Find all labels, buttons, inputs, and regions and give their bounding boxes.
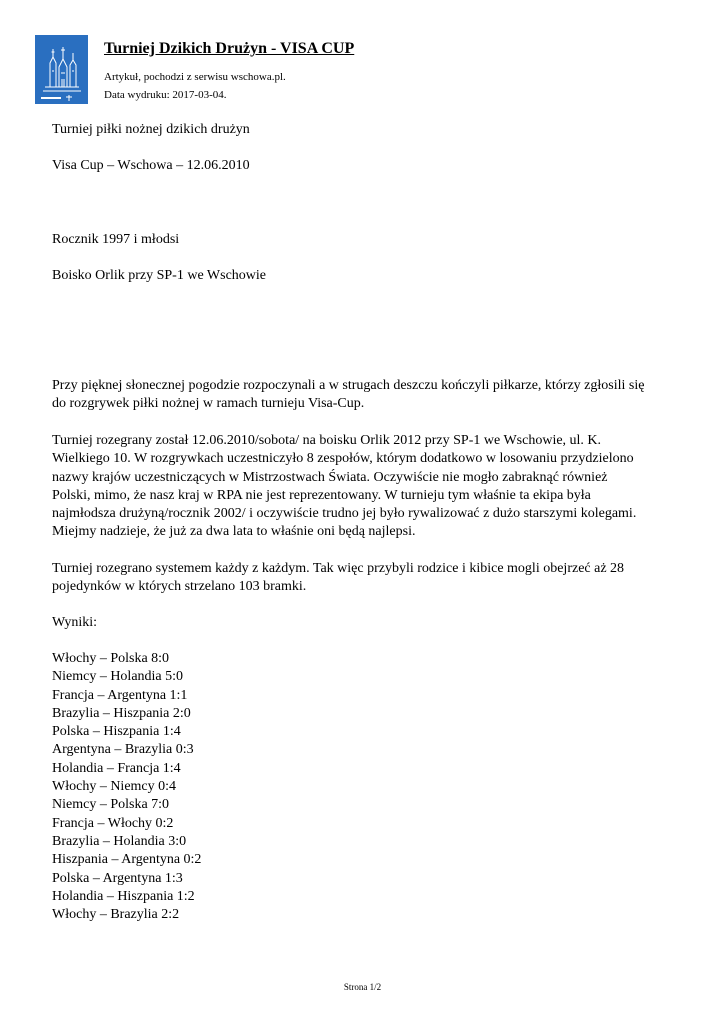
intro-line-2: Visa Cup – Wschowa – 12.06.2010 xyxy=(52,158,250,173)
result-item: Brazylia – Hiszpania 2:0 xyxy=(52,705,191,721)
print-date: Data wydruku: 2017-03-04. xyxy=(104,89,227,101)
result-item: Włochy – Polska 8:0 xyxy=(52,651,170,666)
result-item: Polska – Hiszpania 1:4 xyxy=(52,724,181,740)
paragraph-line: Turniej rozegrano systemem każdy z każdym. Tak więc przybyli rodzice i kibice mogli obejrzeć aż 28 xyxy=(52,561,625,576)
result-item: Holandia – Hiszpania 1:2 xyxy=(52,888,195,904)
article-title: Turniej Dzikich Drużyn - VISA CUP xyxy=(104,40,355,57)
paragraph-line: Turniej rozegrany został 12.06.2010/sobota/ na boisku Orlik 2012 przy SP-1 we Wschowie, ul. K. xyxy=(52,433,602,448)
result-item: Włochy – Brazylia 2:2 xyxy=(52,907,180,923)
paragraph-line: Polski, mimo, że nasz kraj w RPA nie jest reprezentowany. W turnieju tym właśnie ta ekipa była xyxy=(52,487,591,503)
result-item: Hiszpania – Argentyna 0:2 xyxy=(52,852,202,868)
result-item: Niemcy – Holandia 5:0 xyxy=(52,669,184,685)
paragraph-line: nazwy krajów uczestniczących w Mistrzostwach Świata. Oczywiście nie mogło zabraknąć również xyxy=(52,469,608,485)
site-logo xyxy=(35,35,88,104)
result-item: Włochy – Niemcy 0:4 xyxy=(52,779,177,795)
article-source: Artykuł, pochodzi z serwisu wschowa.pl. xyxy=(104,71,286,83)
result-item: Brazylia – Holandia 3:0 xyxy=(52,833,187,849)
result-item: Francja – Włochy 0:2 xyxy=(52,815,174,831)
result-item: Niemcy – Polska 7:0 xyxy=(52,797,170,813)
intro-line-3: Rocznik 1997 i młodsi xyxy=(52,232,180,247)
results-list xyxy=(52,650,201,924)
paragraph-line: Przy pięknej słonecznej pogodzie rozpoczynali a w strugach deszczu kończyli piłkarze, którzy zgłosili się xyxy=(52,378,645,393)
result-item: Francja – Argentyna 1:1 xyxy=(52,687,188,703)
result-item: Polska – Argentyna 1:3 xyxy=(52,870,183,886)
results-label: Wyniki: xyxy=(52,615,98,630)
paragraph-line: do rozgrywek piłki nożnej w ramach turnieju Visa-Cup. xyxy=(52,396,365,412)
paragraph-3 xyxy=(52,560,682,597)
intro-line-4: Boisko Orlik przy SP-1 we Wschowie xyxy=(52,268,266,283)
result-item: Argentyna – Brazylia 0:3 xyxy=(52,742,194,758)
paragraph-line: najmłodsza drużyną/rocznik 2002/ i oczywiście trudno jej było rywalizować z dużo starszymi kolegami. xyxy=(52,506,637,522)
paragraph-line: Miejmy nadzieje, że już za dwa lata to właśnie oni będą najlepsi. xyxy=(52,524,416,540)
paragraph-2 xyxy=(52,432,682,542)
paragraph-1 xyxy=(52,377,682,414)
page-number: Strona 1/2 xyxy=(343,982,382,992)
paragraph-line: pojedynków w których strzelano 103 bramki. xyxy=(52,579,307,595)
result-item: Holandia – Francja 1:4 xyxy=(52,760,181,776)
paragraph-line: Wielkiego 10. W rozgrywkach uczestniczyło 8 zespołów, którym dodatkowo w losowaniu przydzielono xyxy=(52,451,634,467)
church-logo-icon xyxy=(35,35,88,104)
intro-line-1: Turniej piłki nożnej dzikich drużyn xyxy=(52,122,250,137)
